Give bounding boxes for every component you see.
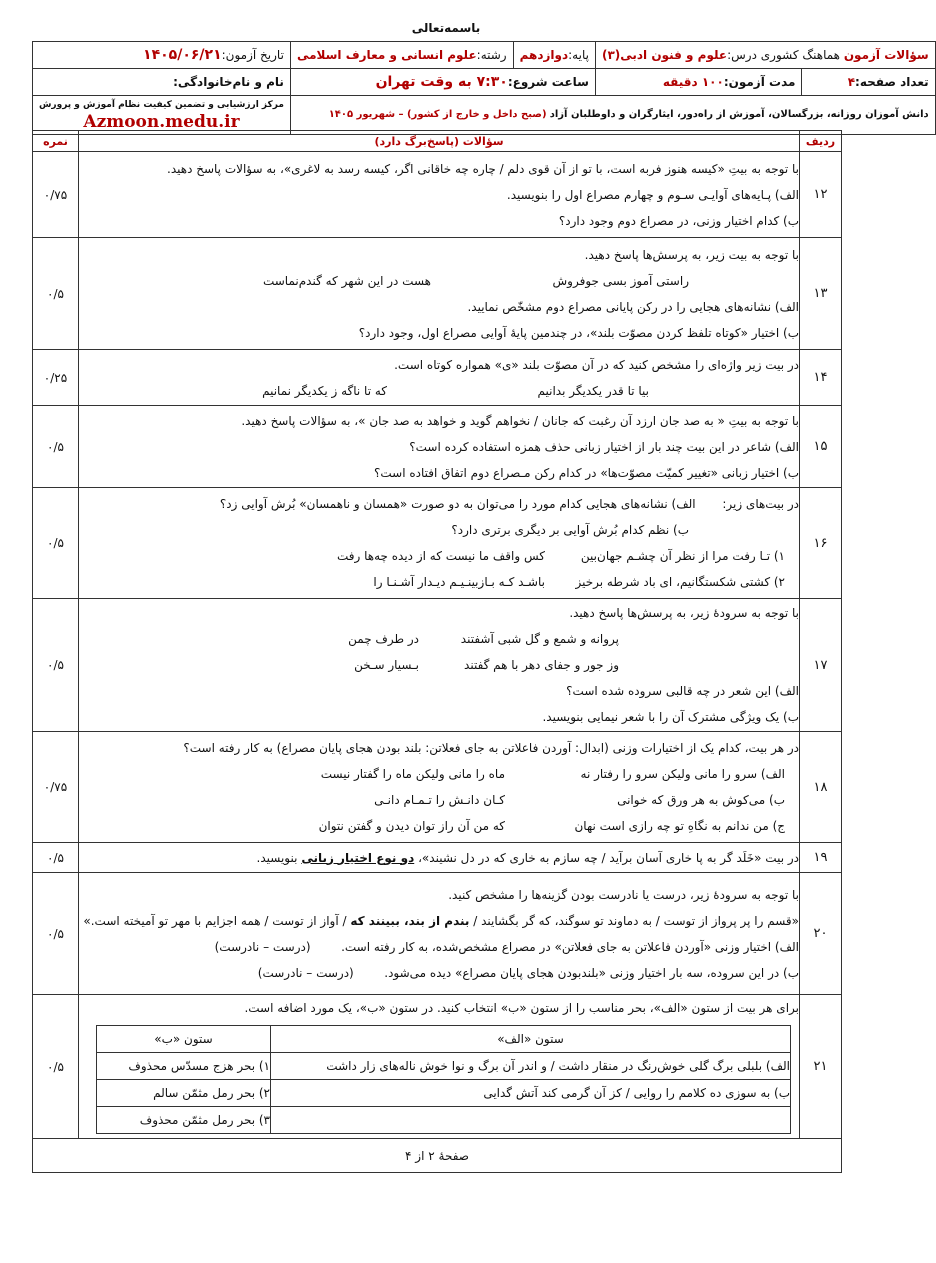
question-row-13 bbox=[33, 238, 842, 350]
hemistich-2: باشـد کـه بـازبینـیـم دیـدار آشـنـا را bbox=[373, 575, 545, 589]
hemistich-2: کـان دانـش را تـمـام دانـی bbox=[374, 793, 505, 807]
field-label: رشته: bbox=[476, 48, 507, 62]
question-text: در بیت زیر واژه‌ای را مشخص کنید که در آن مصوّت بلند «ی» همواره کوتاه است. bbox=[394, 357, 799, 372]
question-row-21 bbox=[33, 995, 842, 1139]
column-b-item: ۱) بحر هزج مسدّس محذوف bbox=[97, 1053, 271, 1080]
verse-line bbox=[79, 268, 799, 294]
column-b-header: ستون «ب» bbox=[97, 1026, 271, 1053]
table-header-row bbox=[33, 131, 842, 152]
exam-subtitle: هماهنگ کشوری درس: bbox=[727, 48, 840, 62]
page-number: صفحهٔ ۲ از ۴ bbox=[33, 1139, 842, 1173]
start-value: ۷:۳۰ به وقت تهران bbox=[375, 74, 508, 90]
name-label: نام و نام‌خانوادگی: bbox=[173, 75, 284, 89]
center-cell bbox=[33, 96, 291, 135]
question-body bbox=[79, 873, 800, 995]
hemistich-2: بـسیار سـخن bbox=[354, 658, 419, 672]
column-a-item: الف) بلبلی برگ گلی خوش‌رنگ در منقار داشت / و اندر آن برگ و نوا خوش ناله‌های زار داشت bbox=[271, 1053, 791, 1080]
hemistich-1: ب) می‌کوش به هر ورق که خوانی bbox=[617, 793, 785, 807]
question-score: ۰/۵ bbox=[33, 488, 79, 599]
start-cell bbox=[290, 69, 595, 96]
question-part-b: ب) اختیار «کوتاه تلفظ کردن مصوّت بلند»، در چندمین پایهٔ آوایی مصراع اول، وجود دارد؟ bbox=[358, 325, 799, 340]
question-part-a: الف) نشانه‌های هجایی کدام مورد را می‌توان به دو صورت «همسان و ناهمسان» بُرش آوایی زد؟ bbox=[219, 497, 696, 511]
pages-label: تعداد صفحه: bbox=[855, 75, 929, 89]
hemistich-1: ۱) تـا رفت مرا از نظر آن چشـم جهان‌بین bbox=[580, 549, 785, 563]
emphasis-text: دو نوع اختیار زبانی bbox=[301, 850, 415, 865]
hemistich-1: الف) سرو را مانی ولیکن سرو را رفتار نه bbox=[580, 767, 785, 781]
exam-title-cell bbox=[595, 42, 935, 69]
question-part-b: ب) اختیار زبانی «تغییر کمیّت مصوّت‌ها» در کدام رکن مـصراع دوم اتفاق افتاده است؟ bbox=[373, 465, 799, 480]
question-part-b: ب) نظم کدام بُرش آوایی بر دیگری برتری دارد؟ bbox=[451, 523, 689, 537]
column-a-header: ستون «الف» bbox=[271, 1026, 791, 1053]
question-text: با توجه به سرودهٔ زیر، درست یا نادرست بودن گزینه‌ها را مشخص کنید. bbox=[448, 887, 799, 902]
hemistich-1: وز جور و جفای دهر با هم گفتند bbox=[464, 658, 619, 672]
verse-line bbox=[79, 569, 799, 595]
question-part-a: الف) شاعر در این بیت چند بار از اختیار زبانی حذف همزه استفاده کرده است؟ bbox=[409, 439, 799, 454]
exam-header bbox=[32, 41, 936, 135]
site-url[interactable]: Azmoon.medu.ir bbox=[83, 112, 240, 132]
hemistich-1: راستی آموز بسی جوفروش bbox=[552, 273, 689, 288]
footer-row bbox=[33, 1139, 842, 1173]
true-false-option[interactable]: (درست – نادرست) bbox=[257, 965, 354, 980]
hemistich-2: کس واقف ما نیست که از دیده چه‌ها رفت bbox=[336, 549, 545, 563]
poem-text: «قسم را پر پرواز از توست / به دماوند تو سوگند، که گر بگشایند / bbox=[473, 913, 799, 928]
question-body bbox=[79, 732, 800, 843]
verse-line bbox=[79, 813, 799, 839]
verse-line bbox=[79, 378, 799, 404]
hemistich-1: بیا تا قدر یکدیگر بدانیم bbox=[537, 383, 649, 398]
col-row-header: ردیف bbox=[800, 131, 842, 152]
verse-line bbox=[79, 543, 799, 569]
audience-cell bbox=[290, 96, 935, 135]
hemistich-1: پروانه و شمع و گل شبی آشفتند bbox=[460, 632, 619, 646]
duration-label: مدت آزمون: bbox=[723, 75, 796, 89]
grade-cell bbox=[513, 42, 595, 69]
verse-line bbox=[79, 652, 799, 678]
question-score: ۰/۵ bbox=[33, 843, 79, 873]
poem-text-end: / آواز از توست / همه اجزایم با مهر تو آمیخته است.» bbox=[83, 913, 347, 928]
question-number: ۲۱ bbox=[800, 995, 842, 1139]
course-name: علوم و فنون ادبی(۳) bbox=[601, 48, 728, 62]
column-b-item: ۲) بحر رمل مثمّن سالم bbox=[97, 1080, 271, 1107]
col-question-header: سؤالات (پاسخ‌برگ دارد) bbox=[79, 131, 800, 152]
question-body bbox=[79, 599, 800, 732]
column-b-item: ۳) بحر رمل مثمّن محذوف bbox=[97, 1107, 271, 1134]
col-score-header: نمره bbox=[33, 131, 79, 152]
question-part-b: ب) یک ویژگی مشترک آن را با شعر نیمایی بنویسید. bbox=[542, 710, 799, 724]
question-number: ۱۲ bbox=[800, 152, 842, 238]
audience-session: (صبح داخل و خارج از کشور) – شهریور ۱۴۰۵ bbox=[328, 109, 547, 120]
column-a-empty bbox=[271, 1107, 791, 1134]
true-false-option[interactable]: (درست – نادرست) bbox=[214, 939, 311, 954]
question-body bbox=[79, 843, 800, 873]
verse-line bbox=[79, 761, 799, 787]
question-text: در بیت «خَلَد گر به پا خاری آسان برآید / چه سازم به خاری که در دل نشیند»، bbox=[418, 850, 799, 865]
date-cell bbox=[33, 42, 291, 69]
duration-value: ۱۰۰ دقیقه bbox=[662, 75, 724, 89]
pages-cell bbox=[802, 69, 935, 96]
grade-label: پایه: bbox=[568, 48, 589, 62]
question-body bbox=[79, 152, 800, 238]
question-text: برای هر بیت از ستون «الف»، بحر مناسب را از ستون «ب» انتخاب کنید. در ستون «ب»، یک مورد اضافه است. bbox=[244, 1001, 799, 1015]
question-score: ۰/۵ bbox=[33, 995, 79, 1139]
marked-hemistich: بندم از بند، ببینند که bbox=[350, 913, 470, 928]
question-text: با توجه به بیت زیر، به پرسش‌ها پاسخ دهید. bbox=[584, 247, 799, 262]
question-body bbox=[79, 350, 800, 406]
question-number: ۱۹ bbox=[800, 843, 842, 873]
pages-value: ۴ bbox=[847, 75, 856, 89]
question-score: ۰/۷۵ bbox=[33, 732, 79, 843]
hemistich-1: ۲) کشتی شکستگانیم، ای باد شرطه برخیز bbox=[575, 575, 785, 589]
verse-line bbox=[79, 626, 799, 652]
question-part-b: ب) در این سروده، سه بار اختیار وزنی «بلندبودن هجای پایان مصراع» دیده می‌شود. bbox=[384, 965, 799, 980]
questions-table bbox=[32, 130, 842, 1173]
question-score: ۰/۵ bbox=[33, 599, 79, 732]
question-text: در هر بیت، کدام یک از اختیارات وزنی (ابدال: آوردن فاعلاتن به جای فعلاتن: بلند بودن هجای پایان مصراع) به کار رفته است؟ bbox=[183, 741, 799, 755]
name-cell bbox=[33, 69, 291, 96]
question-row-14 bbox=[33, 350, 842, 406]
question-part-a: الف) پـایه‌های آوایـی سـوم و چهارم مصراع اول را بنویسید. bbox=[506, 187, 799, 202]
question-body bbox=[79, 488, 800, 599]
question-part-b: ب) کدام اختیار وزنی، در مصراع دوم وجود دارد؟ bbox=[558, 213, 799, 228]
field-value: علوم انسانی و معارف اسلامی bbox=[296, 48, 477, 62]
hemistich-2: که تا ناگه ز یکدیگر نمانیم bbox=[262, 383, 387, 398]
question-score: ۰/۲۵ bbox=[33, 350, 79, 406]
question-text: با توجه به سرودهٔ زیر، به پرسش‌ها پاسخ دهید. bbox=[569, 606, 799, 620]
question-number: ۱۴ bbox=[800, 350, 842, 406]
question-score: ۰/۵ bbox=[33, 406, 79, 488]
column-a-item: ب) به سوزی ده کلامم را روایی / کز آن گرمی کند آتش گدایی bbox=[271, 1080, 791, 1107]
question-text-end: بنویسید. bbox=[256, 850, 298, 865]
question-text: با توجه به بیتِ « به صد جان ارزد آن رغبت که جانان / نخواهم گوید و خواهد به صد جان »، به سؤالات پاسخ دهید. bbox=[241, 413, 799, 428]
question-number: ۱۳ bbox=[800, 238, 842, 350]
question-number: ۱۶ bbox=[800, 488, 842, 599]
hemistich-2: هست در این شهر که گندم‌نماست bbox=[262, 273, 431, 288]
hemistich-1: ج) من ندانم به نگاهِ تو چه رازی است نهان bbox=[574, 819, 785, 833]
question-body bbox=[79, 995, 800, 1139]
question-score: ۰/۵ bbox=[33, 238, 79, 350]
question-text: در بیت‌های زیر: bbox=[722, 497, 799, 511]
question-row-12 bbox=[33, 152, 842, 238]
question-text: با توجه به بیتِ «کیسه هنوز فربه است، با تو از آن قوی دلم / چاره چه خاقانی اگر، کیسه رسد به لاغری»، به سؤالات پاسخ دهید. bbox=[167, 161, 799, 176]
field-cell bbox=[290, 42, 513, 69]
basmala: باسمه‌تعالی bbox=[411, 21, 481, 35]
question-row-15 bbox=[33, 406, 842, 488]
question-part-a: الف) این شعر در چه قالبی سروده شده است؟ bbox=[566, 684, 799, 698]
question-part-a: الف) اختیار وزنی «آوردن فاعلاتن به جای فعلاتن» در مصراع مشخص‌شده، به کار رفته است. bbox=[341, 939, 799, 954]
audience-text: دانش آموزان روزانه، بزرگسالان، آموزش از راه‌دور، ایثارگران و داوطلبان آزاد bbox=[549, 109, 929, 120]
question-number: ۱۷ bbox=[800, 599, 842, 732]
exam-date: ۱۴۰۵/۰۶/۲۱ bbox=[143, 47, 222, 63]
hemistich-2: در طرف چمن bbox=[348, 632, 419, 646]
question-body bbox=[79, 238, 800, 350]
question-row-19 bbox=[33, 843, 842, 873]
question-number: ۱۸ bbox=[800, 732, 842, 843]
duration-cell bbox=[595, 69, 801, 96]
question-score: ۰/۷۵ bbox=[33, 152, 79, 238]
question-part-a: الف) نشانه‌های هجایی را در رکن پایانی مصراع دوم مشخّص نمایید. bbox=[467, 299, 799, 314]
question-score: ۰/۵ bbox=[33, 873, 79, 995]
matching-table bbox=[96, 1025, 791, 1134]
hemistich-2: ماه را مانی ولیکن ماه را گفتار نیست bbox=[320, 767, 505, 781]
hemistich-2: که من آن راز توان دیدن و گفتن نتوان bbox=[318, 819, 505, 833]
question-number: ۲۰ bbox=[800, 873, 842, 995]
question-row-18 bbox=[33, 732, 842, 843]
question-body bbox=[79, 406, 800, 488]
grade-value: دوازدهم bbox=[519, 48, 569, 62]
question-row-20 bbox=[33, 873, 842, 995]
exam-title: سؤالات آزمون bbox=[843, 48, 929, 62]
question-row-17 bbox=[33, 599, 842, 732]
start-label: ساعت شروع: bbox=[507, 75, 589, 89]
question-row-16 bbox=[33, 488, 842, 599]
question-number: ۱۵ bbox=[800, 406, 842, 488]
date-label: تاریخ آزمون: bbox=[221, 48, 284, 62]
center-name: مرکز ارزشیابی و تضمین کیفیت نظام آموزش و پرورش bbox=[39, 100, 284, 110]
verse-line bbox=[79, 787, 799, 813]
